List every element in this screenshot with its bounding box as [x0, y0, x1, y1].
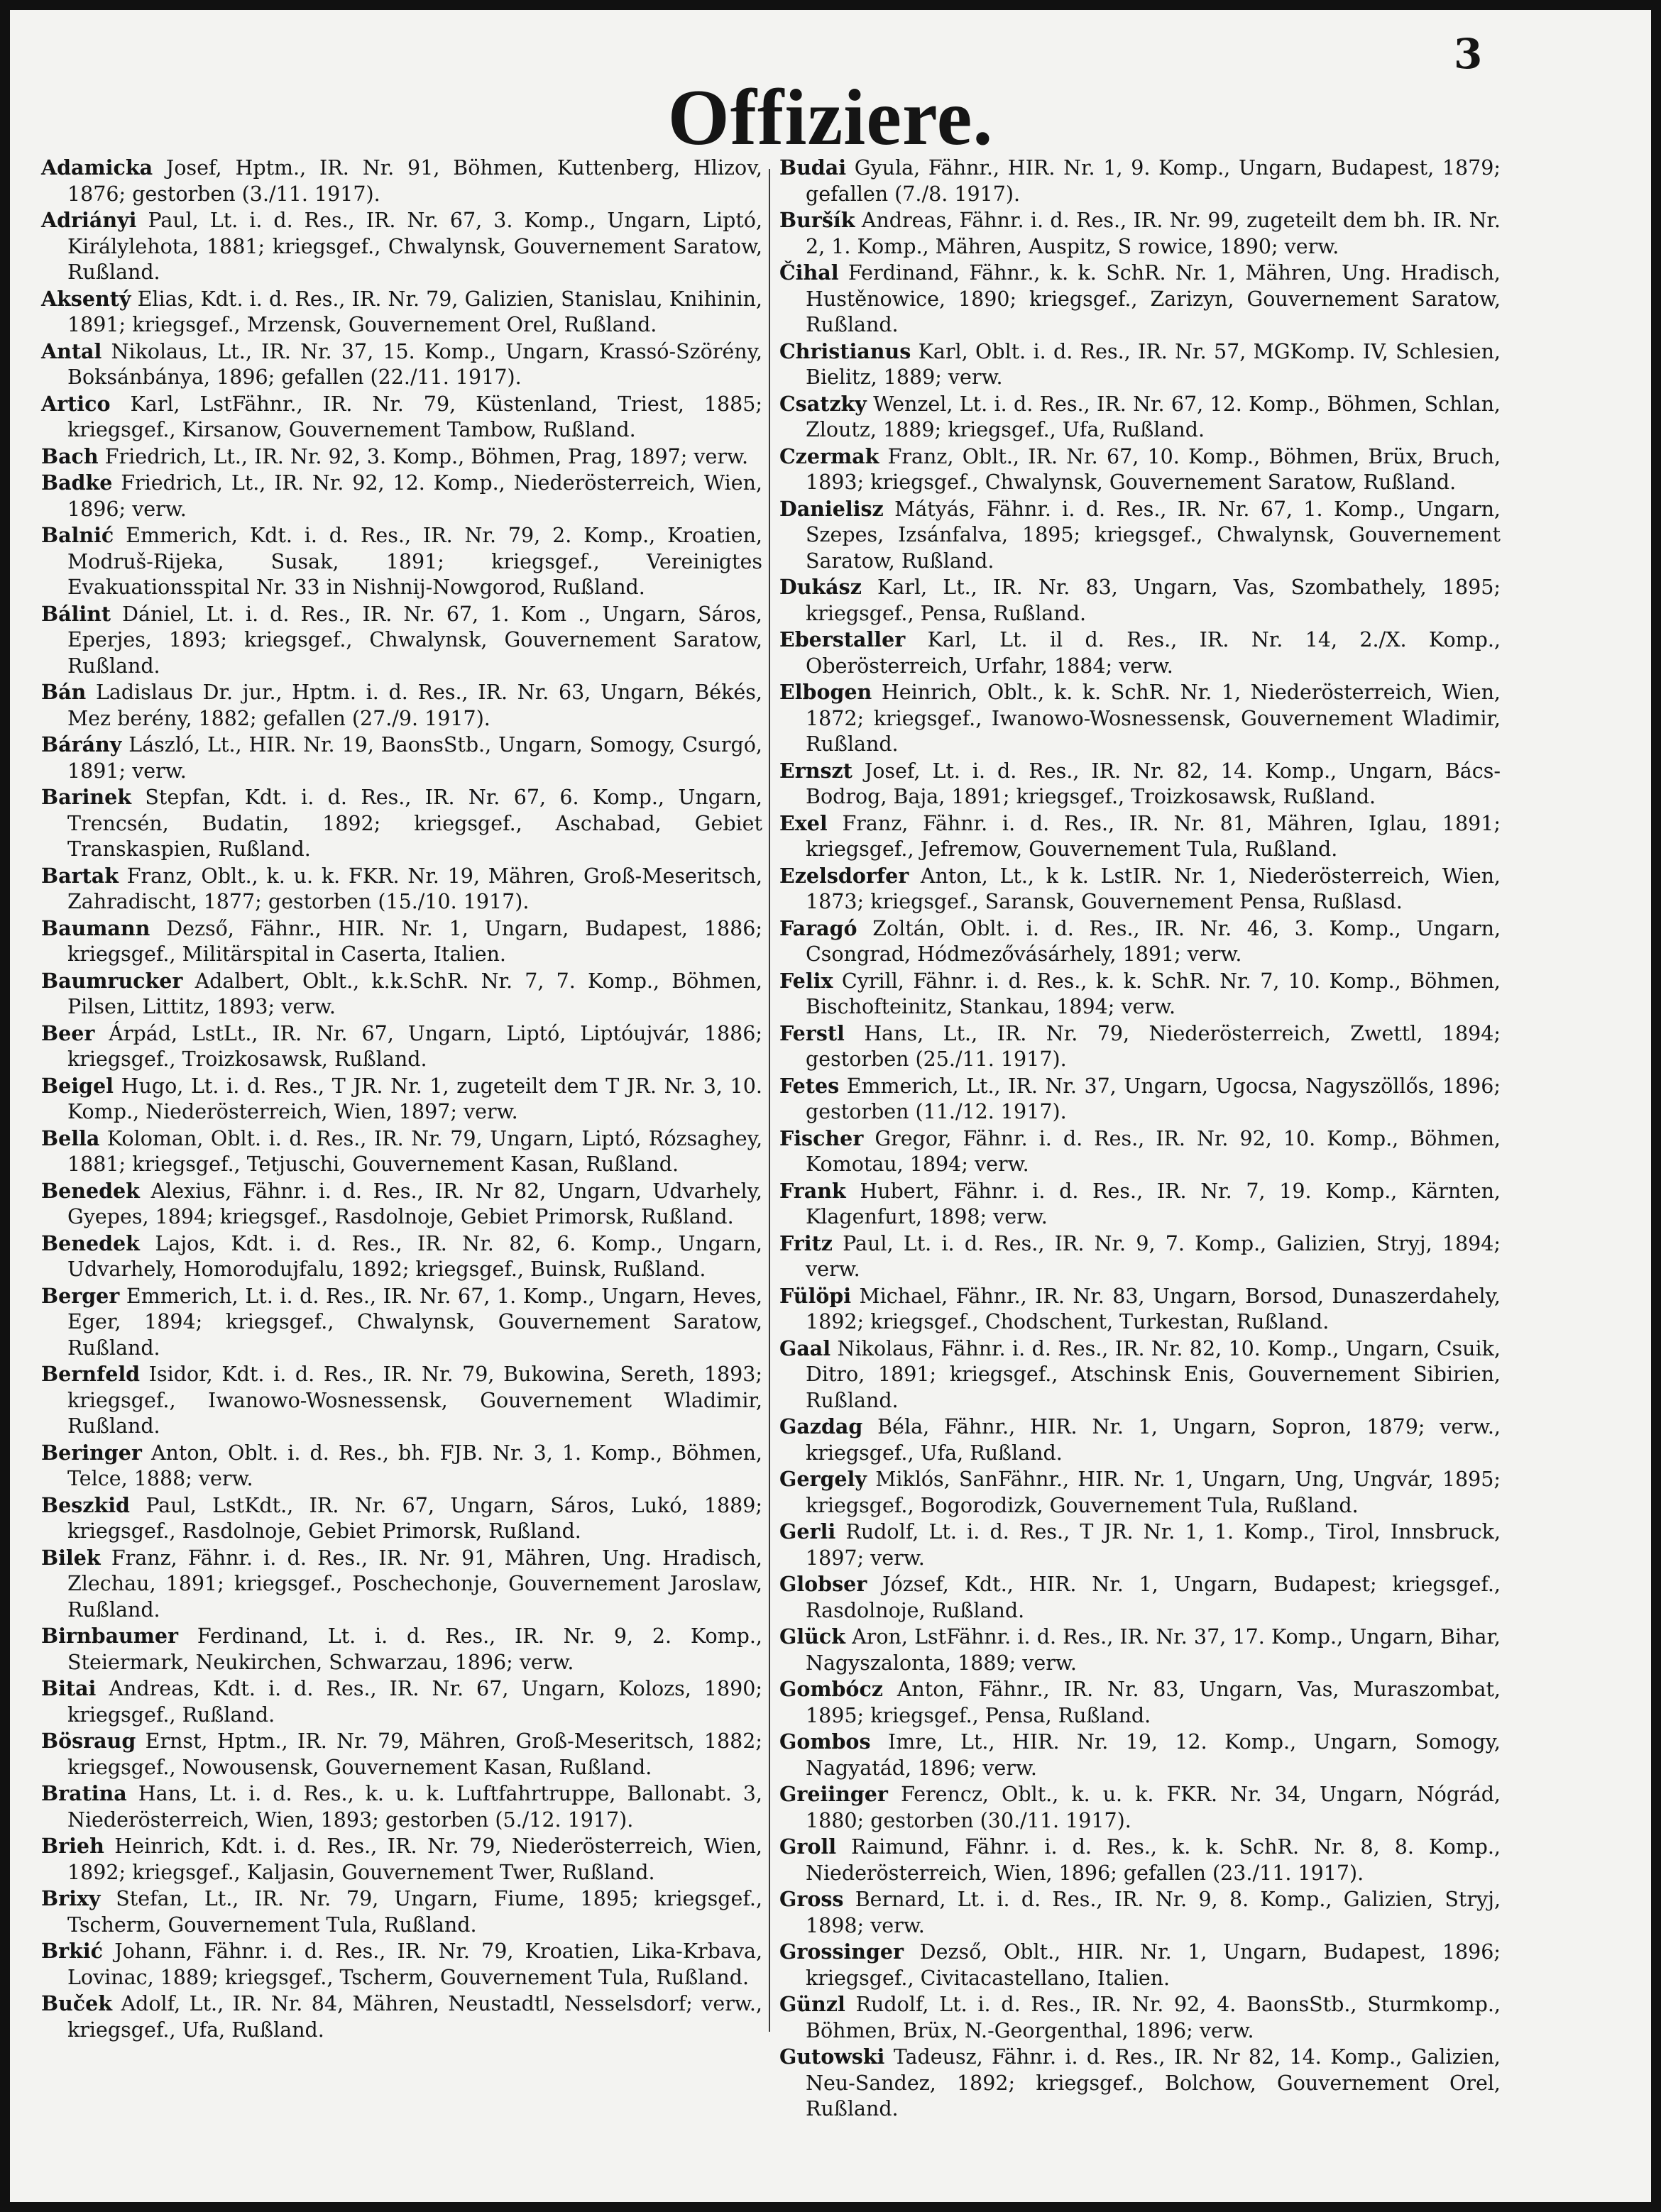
officer-entry: [41, 391, 762, 444]
officer-surname: Ferstl: [779, 1020, 845, 1045]
officer-entry: [779, 1571, 1501, 1624]
officer-surname: Gergely: [779, 1467, 867, 1491]
officer-entry: [779, 391, 1501, 444]
officer-entry: [41, 1020, 762, 1073]
officer-details: Ernst, Hptm., IR. Nr. 79, Mähren, Groß-Meseritsch, 1882; kriegsgef., Nowousensk, Gouvernement Kasan, Rußland.: [67, 1729, 762, 1779]
officer-surname: Gross: [779, 1887, 844, 1911]
officer-details: Koloman, Oblt. i. d. Res., IR. Nr. 79, Ungarn, Liptó, Rózsaghey, 1881; kriegsgef., Tetjuschi, Gouvernement Kasan, Rußland.: [67, 1126, 762, 1176]
officer-details: Karl, Lt. il d. Res., IR. Nr. 14, 2./X. Komp., Oberösterreich, Urfahr, 1884; verw.: [806, 628, 1501, 678]
officer-entry: [41, 732, 762, 784]
officer-entry: [779, 1991, 1501, 2044]
officer-entry: [41, 1492, 762, 1545]
officer-details: Isidor, Kdt. i. d. Res., IR. Nr. 79, Bukowina, Sereth, 1893; kriegsgef., Iwanowo-Wosnessensk, Gouvernement Wladimir, Rußland.: [67, 1363, 762, 1438]
officer-surname: Čihal: [779, 260, 839, 285]
officer-entry: [41, 863, 762, 915]
officer-details: Ferdinand, Lt. i. d. Res., IR. Nr. 9, 2. Komp., Steiermark, Neukirchen, Schwarzau, 1896; verw.: [67, 1624, 762, 1674]
officer-surname: Bárány: [41, 732, 122, 756]
officer-entry: [779, 207, 1501, 260]
officer-surname: Fritz: [779, 1231, 833, 1255]
officer-details: Imre, Lt., HIR. Nr. 19, 12. Komp., Ungarn, Somogy, Nagyatád, 1896; verw.: [806, 1730, 1501, 1780]
officer-details: Franz, Oblt., IR. Nr. 67, 10. Komp., Böhmen, Brüx, Bruch, 1893; kriegsgef., Chwalynsk, Gouvernement Saratow, Rußland.: [806, 444, 1501, 494]
officer-entry: [41, 1675, 762, 1728]
officer-details: Árpád, LstLt., IR. Nr. 67, Ungarn, Liptó, Liptóujvár, 1886; kriegsgef., Troizkosawsk, Rußland.: [67, 1021, 762, 1071]
officer-details: Hugo, Lt. i. d. Res., T JR. Nr. 1, zugeteilt dem T JR. Nr. 3, 10. Komp., Niederösterreich, Wien, 1897; verw.: [67, 1074, 762, 1123]
officer-details: József, Kdt., HIR. Nr. 1, Ungarn, Budapest; kriegsgef., Rasdolnoje, Rußland.: [806, 1573, 1501, 1622]
officer-details: Franz, Oblt., k. u. k. FKR. Nr. 19, Mähren, Groß-Meseritsch, Zahradischt, 1877; gestorben (15./10. 1917).: [67, 864, 762, 913]
officer-surname: Groll: [779, 1834, 837, 1859]
officer-surname: Antal: [41, 339, 102, 363]
officer-entry: [779, 496, 1501, 575]
officer-entry: [779, 1020, 1501, 1073]
officer-surname: Ernszt: [779, 758, 853, 783]
officer-surname: Aksentý: [41, 286, 131, 311]
officer-surname: Benedek: [41, 1178, 140, 1203]
officer-entry: [41, 1728, 762, 1781]
officer-details: Nikolaus, Fähnr. i. d. Res., IR. Nr. 82, 10. Komp., Ungarn, Csuik, Ditro, 1891; kriegsgef., Atschinsk Enis, Gouvernement Sibirien, Rußland.: [806, 1336, 1501, 1412]
officer-details: Dániel, Lt. i. d. Res., IR. Nr. 67, 1. Kom ., Ungarn, Sáros, Eperjes, 1893; kriegsgef., Chwalynsk, Gouvernement Saratow, Rußland.: [67, 602, 762, 678]
officer-entry: [41, 1545, 762, 1624]
officer-surname: Bernfeld: [41, 1362, 141, 1386]
officer-surname: Balnić: [41, 523, 114, 547]
officer-details: Gregor, Fähnr. i. d. Res., IR. Nr. 92, 10. Komp., Böhmen, Komotau, 1894; verw.: [806, 1126, 1501, 1176]
officer-details: Franz, Fähnr. i. d. Res., IR. Nr. 81, Mähren, Iglau, 1891; kriegsgef., Jefremow, Gouvernement Tula, Rußland.: [806, 811, 1501, 861]
officer-entry: [779, 863, 1501, 915]
officer-surname: Benedek: [41, 1231, 140, 1255]
officer-surname: Fischer: [779, 1126, 864, 1150]
officer-entry: [779, 758, 1501, 810]
officer-entry: [41, 1126, 762, 1178]
officer-surname: Bratina: [41, 1781, 127, 1805]
officer-surname: Birnbaumer: [41, 1624, 179, 1648]
officer-entry: [41, 1991, 762, 2043]
officer-details: Ladislaus Dr. jur., Hptm. i. d. Res., IR. Nr. 63, Ungarn, Békés, Mez berény, 1882; gefallen (27./9. 1917).: [67, 681, 762, 730]
officer-details: Michael, Fähnr., IR. Nr. 83, Ungarn, Borsod, Dunaszerdahely, 1892; kriegsgef., Chodschent, Turkestan, Rußland.: [806, 1284, 1501, 1333]
officer-details: Lajos, Kdt. i. d. Res., IR. Nr. 82, 6. Komp., Ungarn, Udvarhely, Homorodujfalu, 1892; kriegsgef., Buinsk, Rußland.: [67, 1231, 762, 1281]
officer-surname: Brkić: [41, 1939, 104, 1963]
officer-surname: Gazdag: [779, 1414, 863, 1438]
officer-surname: Bitai: [41, 1676, 97, 1700]
officer-entry: [41, 1440, 762, 1492]
officer-surname: Bálint: [41, 601, 111, 626]
officer-entry: [41, 1361, 762, 1440]
officer-surname: Felix: [779, 968, 833, 993]
officer-entry: [41, 1073, 762, 1126]
officer-entry: [779, 1886, 1501, 1939]
officer-surname: Christianus: [779, 339, 911, 363]
officer-entry: [779, 810, 1501, 863]
officer-surname: Gombos: [779, 1729, 871, 1754]
officer-details: Karl, Oblt. i. d. Res., IR. Nr. 57, MGKomp. IV, Schlesien, Bielitz, 1889; verw.: [806, 339, 1501, 389]
officer-surname: Faragó: [779, 915, 857, 940]
officer-entry: [41, 1178, 762, 1231]
officer-surname: Beigel: [41, 1073, 114, 1098]
officer-details: Béla, Fähnr., HIR. Nr. 1, Ungarn, Sopron, 1879; verw., kriegsgef., Ufa, Rußland.: [806, 1415, 1501, 1465]
page-number: 3: [1454, 30, 1483, 78]
officer-entry: [779, 574, 1501, 627]
officer-details: Paul, LstKdt., IR. Nr. 67, Ungarn, Sáros, Lukó, 1889; kriegsgef., Rasdolnoje, Gebiet Primorsk, Rußland.: [67, 1493, 762, 1543]
column-divider: [769, 169, 770, 2032]
officer-entry: [779, 260, 1501, 339]
officer-surname: Gombócz: [779, 1677, 883, 1701]
officer-entry: [41, 1283, 762, 1362]
officer-surname: Baumrucker: [41, 968, 183, 993]
officer-surname: Beringer: [41, 1440, 142, 1465]
officer-surname: Brieh: [41, 1834, 104, 1858]
officer-details: Elias, Kdt. i. d. Res., IR. Nr. 79, Galizien, Stanislau, Knihinin, 1891; kriegsgef., Mrzensk, Gouvernement Orel, Rußland.: [67, 287, 762, 336]
officer-details: Ferdinand, Fähnr., k. k. SchR. Nr. 1, Mähren, Ung. Hradisch, Hustěnowice, 1890; kriegsgef., Zarizyn, Gouvernement Saratow, Rußland.: [806, 261, 1501, 336]
officer-entry: [779, 1073, 1501, 1126]
officer-entry: [41, 1623, 762, 1675]
officer-entry: [779, 1178, 1501, 1231]
officer-details: Miklós, SanFähnr., HIR. Nr. 1, Ungarn, Ung, Ungvár, 1895; kriegsgef., Bogorodizk, Gouvernement Tula, Rußland.: [806, 1468, 1501, 1517]
officer-entry: [779, 1231, 1501, 1283]
officer-details: Friedrich, Lt., IR. Nr. 92, 12. Komp., Niederösterreich, Wien, 1896; verw.: [67, 471, 762, 521]
officer-entry: [41, 522, 762, 601]
officer-entry: [779, 1781, 1501, 1834]
officer-details: Anton, Fähnr., IR. Nr. 83, Ungarn, Vas, Muraszombat, 1895; kriegsgef., Pensa, Rußland.: [806, 1678, 1501, 1727]
officer-details: Josef, Hptm., IR. Nr. 91, Böhmen, Kuttenberg, Hlizov, 1876; gestorben (3./11. 1917).: [67, 156, 762, 206]
officer-details: Josef, Lt. i. d. Res., IR. Nr. 82, 14. Komp., Ungarn, Bács-Bodrog, Baja, 1891; kriegsgef., Troizkosawsk, Rußland.: [806, 759, 1501, 808]
officer-entry: [779, 1336, 1501, 1414]
officer-surname: Buček: [41, 1991, 113, 2015]
officer-surname: Bilek: [41, 1545, 101, 1570]
officer-surname: Berger: [41, 1283, 120, 1308]
officer-surname: Bán: [41, 680, 87, 704]
officer-entry: [41, 1938, 762, 1991]
officer-details: Bernard, Lt. i. d. Res., IR. Nr. 9, 8. Komp., Galizien, Stryj, 1898; verw.: [806, 1888, 1501, 1937]
officer-details: Wenzel, Lt. i. d. Res., IR. Nr. 67, 12. Komp., Böhmen, Schlan, Zloutz, 1889; kriegsgef., Ufa, Rußland.: [806, 392, 1501, 441]
officer-details: Franz, Fähnr. i. d. Res., IR. Nr. 91, Mähren, Ung. Hradisch, Zlechau, 1891; kriegsgef., Poschechonje, Gouvernement Jaroslaw, Rußland.: [67, 1546, 762, 1622]
officer-details: Emmerich, Kdt. i. d. Res., IR. Nr. 79, 2. Komp., Kroatien, Modruš-Rijeka, Susak, 1891; kriegsgef., Vereinigtes Evakuationsspital Nr. 33 in Nishnij-Nowgorod, Rußland.: [67, 524, 762, 599]
officer-entry: [779, 679, 1501, 758]
officer-surname: Badke: [41, 471, 113, 495]
officer-entry: [41, 339, 762, 391]
officer-entry: [41, 1886, 762, 1938]
officer-entry: [779, 627, 1501, 679]
officer-details: Ferencz, Oblt., k. u. k. FKR. Nr. 34, Ungarn, Nógrád, 1880; gestorben (30./11. 1917).: [806, 1783, 1501, 1832]
officer-surname: Bach: [41, 444, 99, 468]
officer-surname: Baumann: [41, 915, 150, 940]
page-title: Offiziere.: [667, 74, 994, 162]
officer-details: Andreas, Kdt. i. d. Res., IR. Nr. 67, Ungarn, Kolozs, 1890; kriegsgef., Rußland.: [67, 1677, 762, 1727]
officer-details: Stepfan, Kdt. i. d. Res., IR. Nr. 67, 6. Komp., Ungarn, Trencsén, Budatin, 1892; kriegsgef., Aschabad, Gebiet Transkaspien, Rußland.: [67, 786, 762, 861]
officer-details: Emmerich, Lt. i. d. Res., IR. Nr. 67, 1. Komp., Ungarn, Heves, Eger, 1894; kriegsgef., Chwalynsk, Gouvernement Saratow, Rußland.: [67, 1284, 762, 1360]
officer-entry: [779, 339, 1501, 391]
officer-details: Hubert, Fähnr. i. d. Res., IR. Nr. 7, 19. Komp., Kärnten, Klagenfurt, 1898; verw.: [806, 1179, 1501, 1228]
officer-entry: [779, 1624, 1501, 1676]
officer-surname: Eberstaller: [779, 627, 906, 651]
left-column: [41, 155, 762, 2043]
officer-surname: Gerli: [779, 1519, 836, 1544]
officer-details: László, Lt., HIR. Nr. 19, BaonsStb., Ungarn, Somogy, Csurgó, 1891; verw.: [67, 733, 762, 783]
officer-details: Aron, LstFähnr. i. d. Res., IR. Nr. 37, 17. Komp., Ungarn, Bihar, Nagyszalonta, 1889; verw.: [806, 1625, 1501, 1675]
officer-surname: Artico: [41, 391, 111, 416]
officer-entry: [41, 1781, 762, 1833]
officer-details: Anton, Lt., k k. LstIR. Nr. 1, Niederösterreich, Wien, 1873; kriegsgef., Saransk, Gouvernement Pensa, Rußlasd.: [806, 864, 1501, 913]
officer-entry: [779, 155, 1501, 207]
officer-surname: Barinek: [41, 785, 131, 809]
officer-entry: [779, 1519, 1501, 1571]
officer-surname: Grossinger: [779, 1939, 904, 1964]
officer-details: Anton, Oblt. i. d. Res., bh. FJB. Nr. 3, 1. Komp., Böhmen, Telce, 1888; verw.: [67, 1441, 762, 1490]
officer-details: Johann, Fähnr. i. d. Res., IR. Nr. 79, Kroatien, Lika-Krbava, Lovinac, 1889; kriegsgef., Tscherm, Gouvernement Tula, Rußland.: [67, 1939, 762, 1989]
officer-details: Nikolaus, Lt., IR. Nr. 37, 15. Komp., Ungarn, Krassó-Szörény, Boksánbánya, 1896; gefallen (22./11. 1917).: [67, 339, 762, 389]
officer-surname: Buršík: [779, 208, 855, 232]
officer-details: Cyrill, Fähnr. i. d. Res., k. k. SchR. Nr. 7, 10. Komp., Böhmen, Bischofteinitz, Stankau, 1894; verw.: [806, 969, 1501, 1018]
officer-surname: Brixy: [41, 1886, 101, 1910]
officer-surname: Exel: [779, 810, 828, 835]
officer-entry: [41, 784, 762, 863]
officer-entry: [779, 968, 1501, 1020]
officer-entry: [779, 1729, 1501, 1781]
officer-details: Tadeusz, Fähnr. i. d. Res., IR. Nr 82, 14. Komp., Galizien, Neu-Sandez, 1892; kriegsgef., Bolchow, Gouvernement Orel, Rußland.: [806, 2045, 1501, 2120]
officer-details: Hans, Lt. i. d. Res., k. u. k. Luftfahrtruppe, Ballonabt. 3, Niederösterreich, Wien, 1893; gestorben (5./12. 1917).: [67, 1782, 762, 1832]
officer-details: Paul, Lt. i. d. Res., IR. Nr. 9, 7. Komp., Galizien, Stryj, 1894; verw.: [806, 1231, 1501, 1281]
officer-entry: [779, 1283, 1501, 1336]
officer-details: Raimund, Fähnr. i. d. Res., k. k. SchR. Nr. 8, 8. Komp., Niederösterreich, Wien, 1896; gefallen (23./11. 1917).: [806, 1835, 1501, 1885]
right-column: [779, 155, 1501, 2123]
officer-details: Gyula, Fähnr., HIR. Nr. 1, 9. Komp., Ungarn, Budapest, 1879; gefallen (7./8. 1917).: [806, 156, 1501, 206]
officer-details: Rudolf, Lt. i. d. Res., T JR. Nr. 1, 1. Komp., Tirol, Innsbruck, 1897; verw.: [806, 1520, 1501, 1570]
officer-entry: [41, 1231, 762, 1283]
officer-details: Rudolf, Lt. i. d. Res., IR. Nr. 92, 4. BaonsStb., Sturmkomp., Böhmen, Brüx, N.-Georgenthal, 1896; verw.: [806, 1993, 1501, 2042]
officer-entry: [779, 1126, 1501, 1178]
officer-surname: Fülöpi: [779, 1283, 852, 1308]
officer-details: Emmerich, Lt., IR. Nr. 37, Ungarn, Ugocsa, Nagyszöllős, 1896; gestorben (11./12. 1917).: [806, 1074, 1501, 1123]
officer-details: Mátyás, Fähnr. i. d. Res., IR. Nr. 67, 1. Komp., Ungarn, Szepes, Izsánfalva, 1895; kriegsgef., Chwalynsk, Gouvernement Saratow, Rußland.: [806, 497, 1501, 573]
officer-surname: Adriányi: [41, 208, 137, 232]
officer-entry: [779, 2044, 1501, 2123]
officer-details: Alexius, Fähnr. i. d. Res., IR. Nr 82, Ungarn, Udvarhely, Gyepes, 1894; kriegsgef., Rasdolnoje, Gebiet Primorsk, Rußland.: [67, 1179, 762, 1228]
officer-surname: Bösraug: [41, 1729, 136, 1753]
officer-surname: Globser: [779, 1572, 867, 1596]
officer-surname: Glück: [779, 1624, 845, 1649]
officer-entry: [41, 155, 762, 207]
officer-entry: [779, 915, 1501, 968]
officer-entry: [41, 968, 762, 1020]
officer-surname: Fetes: [779, 1073, 840, 1098]
officer-details: Karl, LstFähnr., IR. Nr. 79, Küstenland, Triest, 1885; kriegsgef., Kirsanow, Gouvernement Tambow, Rußland.: [67, 392, 762, 441]
officer-details: Dezső, Oblt., HIR. Nr. 1, Ungarn, Budapest, 1896; kriegsgef., Civitacastellano, Italien.: [806, 1940, 1501, 1990]
officer-surname: Gutowski: [779, 2045, 885, 2069]
officer-details: Heinrich, Oblt., k. k. SchR. Nr. 1, Niederösterreich, Wien, 1872; kriegsgef., Iwanowo-Wosnessensk, Gouvernement Wladimir, Rußland.: [806, 681, 1501, 756]
officer-surname: Bella: [41, 1126, 100, 1150]
officer-entry: [41, 1833, 762, 1886]
officer-entry: [779, 444, 1501, 496]
officer-surname: Csatzky: [779, 391, 867, 416]
officer-surname: Bartak: [41, 863, 119, 888]
officer-details: Stefan, Lt., IR. Nr. 79, Ungarn, Fiume, 1895; kriegsgef., Tscherm, Gouvernement Tula, Rußland.: [67, 1887, 762, 1937]
officer-surname: Adamicka: [41, 155, 153, 180]
officer-details: Adolf, Lt., IR. Nr. 84, Mähren, Neustadtl, Nesselsdorf; verw., kriegsgef., Ufa, Rußland.: [67, 1992, 762, 2042]
officer-entry: [41, 286, 762, 339]
officer-surname: Günzl: [779, 1992, 845, 2016]
officer-details: Zoltán, Oblt. i. d. Res., IR. Nr. 46, 3. Komp., Ungarn, Csongrad, Hódmezővásárhely, 1891; verw.: [806, 916, 1501, 966]
officer-entry: [779, 1834, 1501, 1886]
officer-details: Karl, Lt., IR. Nr. 83, Ungarn, Vas, Szombathely, 1895; kriegsgef., Pensa, Rußland.: [806, 576, 1501, 625]
officer-surname: Frank: [779, 1178, 846, 1203]
officer-entry: [41, 207, 762, 286]
officer-entry: [41, 444, 762, 471]
officer-surname: Beer: [41, 1020, 95, 1045]
officer-details: Heinrich, Kdt. i. d. Res., IR. Nr. 79, Niederösterreich, Wien, 1892; kriegsgef., Kaljasin, Gouvernement Twer, Rußland.: [67, 1834, 762, 1884]
officer-surname: Dukász: [779, 575, 862, 599]
officer-details: Adalbert, Oblt., k.k.SchR. Nr. 7, 7. Komp., Böhmen, Pilsen, Littitz, 1893; verw.: [67, 969, 762, 1018]
officer-entry: [41, 601, 762, 680]
officer-surname: Elbogen: [779, 680, 872, 704]
officer-entry: [41, 915, 762, 968]
officer-surname: Gaal: [779, 1336, 831, 1360]
officer-details: Friedrich, Lt., IR. Nr. 92, 3. Komp., Böhmen, Prag, 1897; verw.: [98, 444, 749, 468]
officer-surname: Danielisz: [779, 496, 884, 521]
officer-surname: Ezelsdorfer: [779, 863, 909, 888]
officer-entry: [779, 1466, 1501, 1519]
officer-details: Dezső, Fähnr., HIR. Nr. 1, Ungarn, Budapest, 1886; kriegsgef., Militärspital in Caserta, Italien.: [67, 916, 762, 966]
officer-details: Hans, Lt., IR. Nr. 79, Niederösterreich, Zwettl, 1894; gestorben (25./11. 1917).: [806, 1021, 1501, 1071]
officer-entry: [779, 1414, 1501, 1466]
officer-entry: [41, 470, 762, 522]
officer-details: Paul, Lt. i. d. Res., IR. Nr. 67, 3. Komp., Ungarn, Liptó, Királylehota, 1881; kriegsgef., Chwalynsk, Gouvernement Saratow, Rußland.: [67, 209, 762, 284]
officer-surname: Beszkid: [41, 1492, 130, 1517]
officer-entry: [41, 679, 762, 732]
officer-entry: [779, 1939, 1501, 1991]
officer-surname: Budai: [779, 155, 847, 180]
officer-surname: Greiinger: [779, 1782, 888, 1806]
officer-entry: [779, 1676, 1501, 1729]
officer-details: Andreas, Fähnr. i. d. Res., IR. Nr. 99, zugeteilt dem bh. IR. Nr. 2, 1. Komp., Mähren, Auspitz, S rowice, 1890; verw.: [806, 209, 1501, 258]
officer-surname: Czermak: [779, 444, 879, 468]
